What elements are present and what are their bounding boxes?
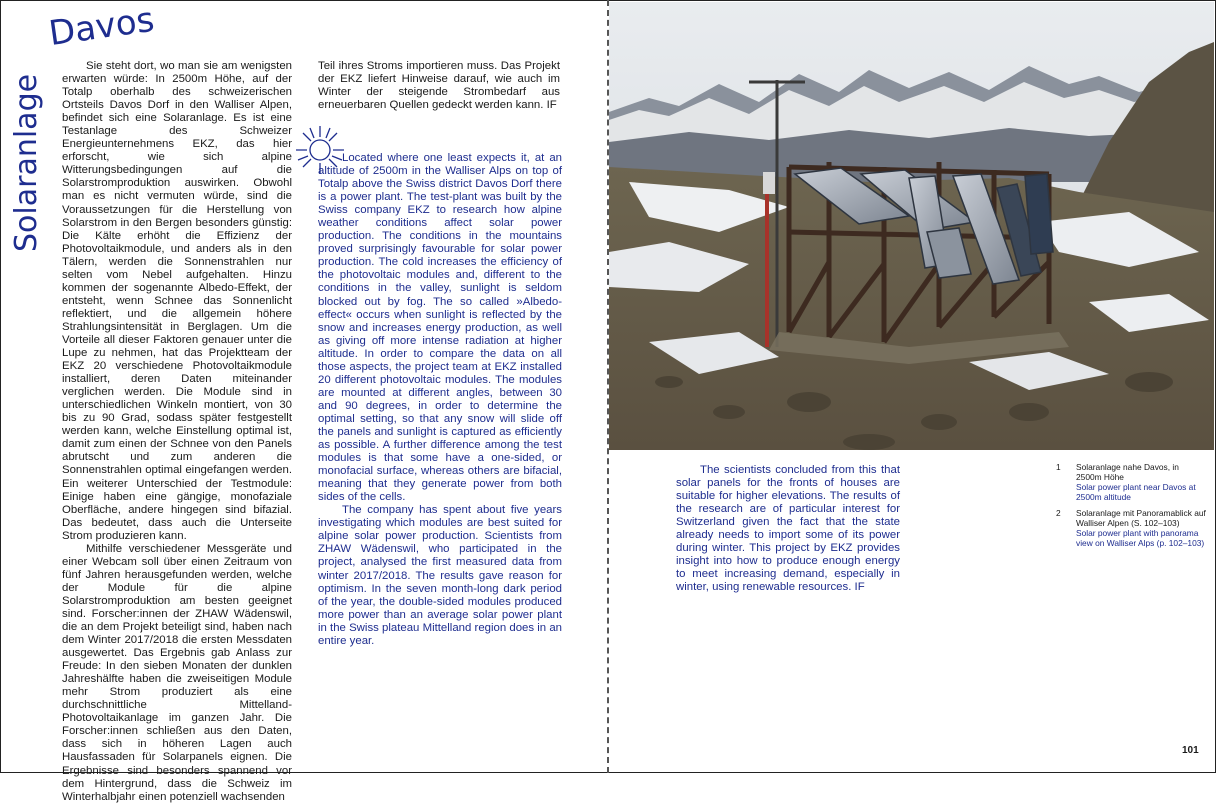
- english-paragraph-2: The company has spent about five years investigating which modules are best suited for alpine solar power production. Scientists from ZHAW Wädenswil, who participated in the project, analysed the first measured data from winter 2017/2018. The results gave reason for optimism. In the seven month-long dark period of the year, the double-sided modules produced more power than an average solar power plant in the Swiss plateau Mittelland region does in an entire year.: [318, 504, 562, 647]
- caption-number: 2: [1056, 508, 1061, 518]
- german-paragraph-1: Sie steht dort, wo man sie am wenigsten erwarten würde: In 2500m Höhe, auf der Totalp oberhalb des schweizerischen Ortsteils Davos Dorf in den Walliser Alpen, befindet sich eine Solaranlage. Es ist eine Testanlage des Schweizer Energieunternehmens EKZ, das hier erforscht, wie sich alpine Witterungsbedingungen auf die Solarstromproduktion auswirken. Obwohl man es nicht vermuten würde, sind die Voraussetzungen für die Herstellung von Solarstrom in den Bergen besonders günstig: Die Kälte erhöht die Effizienz der Photovoltaikmodule, und anders als in den Tälern, werden die Sonnenstrahlen nur selten vom Nebel aufgehalten. Hinzu kommen der sogenannte Albedo-Effekt, der entsteht, wenn Schnee das Sonnenlicht reflektiert, und die allgemein höhere Strahlungsintensität in Berglagen. Um die Vorteile all dieser Faktoren genauer unter die Lupe zu nehmen, hat das Projektteam der EKZ 20 verschiedene Photovoltaikmodule installiert, deren Daten miteinander verglichen werden. Die Module sind in unterschiedlichen Winkeln montiert, von 30 bis zu 90 Grad, sodass später festgestellt werden kann, welche Einstellung optimal ist, damit zum einen der Schnee von den Panels abrutscht und zum anderen die Sonnenstrahlen optimal eingefangen werden. Ein weiterer Unterschied der Testmodule: Einige haben eine gängige, monofaziale Oberfläche, andere hingegen sind bifazial. Das bedeutet, dass auch die Unterseite Strom produzieren kann.: [62, 60, 292, 542]
- german-paragraph-3: Teil ihres Stroms importieren muss. Das Projekt der EKZ liefert Hinweise darauf, wie auch im Winter der steigende Strombedarf aus erneuerbaren Quellen gedeckt werden kann. IF: [318, 60, 560, 112]
- caption-item: [1056, 462, 1206, 502]
- page-number: 101: [1182, 745, 1199, 756]
- solar-plant-photo: [609, 2, 1214, 450]
- title-davos: Davos: [46, 0, 157, 55]
- mountain-solar-illustration: [609, 2, 1214, 450]
- caption-number: 1: [1056, 462, 1061, 472]
- german-text-column-1: [62, 60, 292, 804]
- english-text-column-2: [676, 464, 900, 594]
- title-solaranlage: Solaranlage: [9, 73, 44, 252]
- photo-captions: [1056, 462, 1206, 554]
- german-text-column-2: [318, 60, 560, 112]
- caption-english: Solar power plant with panorama view on Walliser Alps (p. 102–103): [1076, 528, 1205, 548]
- english-paragraph-3: The scientists concluded from this that solar panels for the fronts of houses are suitable for higher elevations. The results of the research are of particular interest for Switzerland given the fact that the state already needs to import some of its power during winter. This project by EKZ provides insight into how to produce enough energy to meet increasing demand, especially in winter, using renewable resources. IF: [676, 464, 900, 594]
- caption-german: Solaranlage mit Panoramablick auf Walliser Alpen (S. 102–103): [1076, 508, 1206, 528]
- caption-item: [1056, 508, 1206, 548]
- german-paragraph-2: Mithilfe verschiedener Messgeräte und einer Webcam soll über einen Zeitraum von fünf Jahren herausgefunden werden, welche der Module für die alpine Solarstromproduktion am besten geeignet sind. Forscher:innen der ZHAW Wädenswil, die an dem Projekt beteiligt sind, haben nach dem Winter 2017/2018 die ersten Messdaten ausgewertet. Das Ergebnis gab Anlass zur Freude: In den sieben Monaten der dunklen Jahreshälfte haben die zweiseitigen Module mehr Strom produziert als eine durchschnittliche Mittelland-Photovoltaikanlage im ganzen Jahr. Die Forscher:innen schließen aus den Daten, dass sich in höheren Lagen auch Hausfassaden für Solarpanels eignen. Die Ergebnisse sind besonders spannend vor dem Hintergrund, dass die Schweiz im Winterhalbjahr einen potenziell wachsenden: [62, 542, 292, 803]
- english-text-column-1: [318, 152, 562, 648]
- english-paragraph-1: Located where one least expects it, at an altitude of 2500m in the Walliser Alps on top of Totalp above the Swiss district Davos Dorf there is a power plant. The test-plant was built by the Swiss company EKZ to research how alpine weather conditions affect solar power production. The conditions in the mountains proved surprisingly favourable for solar power production. The cold increases the efficiency of the photovoltaic modules and, different to the conditions in the valley, sunlight is seldom blocked out by fog. The so called »Albedo- effect« occurs when sunlight is reflected by the snow and increases energy production, as well as giving off more intense radiation at higher altitude. In order to compare the data on all those aspects, the project team at EKZ installed 20 different photovoltaic modules. The modules are mounted at different angles, between 30 and 90 degrees, in order to determine the optimal setting, so that any snow will slide off the panels and sunlight is captured as efficiently as possible. A further difference among the test modules is that some have a one-sided, or monofacial surface, whereas others are bifacial, meaning that they generate power from both sides of the cells.: [318, 152, 562, 504]
- caption-german: Solaranlage nahe Davos, in 2500m Höhe: [1076, 462, 1179, 482]
- caption-english: Solar power plant near Davos at 2500m altitude: [1076, 482, 1196, 502]
